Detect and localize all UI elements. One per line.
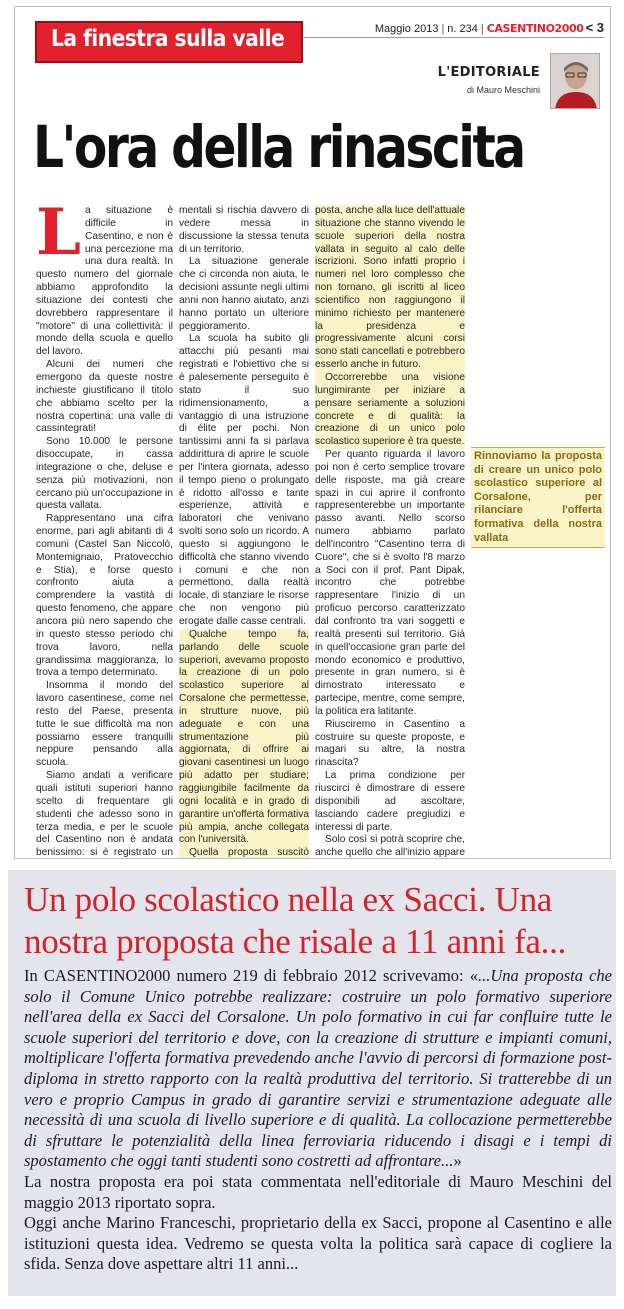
box-paragraph-1 — [24, 966, 612, 1172]
article-column-3 — [315, 205, 465, 859]
author-line: di Mauro Meschini — [466, 85, 540, 95]
col1-paragraph-3: Sono 10.000 le persone disoccupate, in cassa integrazione o che, deluse e senza più motivazioni, non cercano più un'occupazione in questa vallata. — [36, 436, 173, 512]
box-quote: ...Una proposta che solo il Comune Unico potrebbe realizzare: costruire un polo formativo superiore nell'area della ex Sacci del Corsalone. Un polo formativo in cui far confluire tutte le scuole superiori del territorio e dove, con la creazione di strutture e impianti comuni, moltiplicare l'offerta formativa prevedendo anche l'avvio di percorsi di formazione post-diploma in stretto rapporto con la realtà produttiva del territorio. Si tratterebbe di un vero e proprio Campus in grado di garantire servizi e strumentazione adeguate alle necessità di una scuola di livello superiore e di qualità. La collocazione permetterebbe di sfruttare le potenzialità della linea ferroviaria riducendo i disagi e i tempi di spostamento che oggi tanti studenti sono costretti ad affrontare... — [24, 966, 612, 1171]
drop-cap: L — [36, 195, 81, 270]
article-column-2 — [179, 205, 309, 859]
article-headline: L'ora della rinascita — [33, 113, 524, 181]
author-portrait-image — [551, 54, 600, 109]
box-paragraph-3: Oggi anche Marino Franceschi, proprietario della ex Sacci, propone al Casentino e alle istituzioni questa idea. Vedremo se questa volta la politica sarà capace di cogliere la sfida. Senza dove aspettare altri 11 anni... — [24, 1213, 612, 1274]
col1-paragraph-1: a situazione è difficile in Casentino, e non è una percezione ma una dura realtà. In questo numero del giornale abbiamo approfondito la situazione dei contesti che dovrebbero rappresentare il "motore" di una collettività: il mondo della scuola e quello del lavoro. — [36, 205, 173, 358]
col3-paragraph-0: posta, anche alla luce dell'attuale situazione che stanno vivendo le scuole superiori della nostra vallata in seguito al calo delle iscrizioni. Sono infatti proprio i numeri nel loro complesso che non tornano, gli iscritti al liceo scientifico non raggiungono il minimo richiesto per mantenere la presidenza e progressivamente alcuni corsi sono stati cancellati e potrebbero esserlo anche in futuro. — [315, 205, 465, 371]
col3-paragraph-5: Solo così si potrà scoprire che, anche quello che all'inizio appare — [315, 834, 465, 859]
brand-name: CASENTINO2000 — [486, 22, 584, 35]
col2-paragraph-0: mentali si rischia davvero di vedere messa in discussione la stessa tenuta di un territorio. — [179, 205, 309, 255]
editoriale-block — [438, 65, 540, 95]
col1-paragraph-5: Insomma il mondo del lavoro casentinese, come nel resto del Paese, presenta tutte le sue difficoltà ma non possiamo essere tranquilli neppure pensando alla scuola. — [36, 680, 173, 769]
section-tag-label: La finestra sulla valle — [51, 26, 285, 52]
article-column-1 — [36, 195, 173, 859]
col3-paragraph-3: Riusciremo in Casentino a costruire su queste proposte, e magari su altre, la nostra rinascita? — [315, 718, 465, 769]
col2-paragraph-2: La scuola ha subito gli attacchi più pesanti mai registrati e l'obiettivo che si è palesemente perseguito è stato il suo ridimensionamento, a vantaggio di una istruzione di élite per pochi. Non tantissimi anni fa si parlava addirittura di aprire le scuole per l'intera giornata, adesso il tempo pieno o prolungato è ridotto all'osso e tante esperienze, attività e laboratori che venivano svolti sono solo un ricordo. A questo si aggiungono le difficoltà che stanno vivendo i comuni e che non permettono, dalla realtà locale, di stanziare le risorse che non vengono più erogate dalle casse centrali. — [179, 333, 309, 627]
col1-paragraph-6: Siamo andati a verificare quali istituti superiori hanno scelto di frequentare gli studenti che adesso sono in terza media, e per le scuole del Casentino non è andata benissimo: si è registrato un — [36, 770, 173, 859]
col3-paragraph-1: Occorrerebbe una visione lungimirante per iniziare a pensare seriamente a soluzioni concrete e di qualità: la creazione di un unico polo scolastico superiore è tra queste. — [315, 371, 465, 448]
col3-paragraph-4: La prima condizione per riuscirci è dimostrare di essere disponibili ad ascoltare, lasciando cadere pregiudizi e interessi di parte. — [315, 770, 465, 833]
page-number: < 3 — [585, 20, 604, 35]
section-tag — [35, 21, 303, 63]
masthead-separator: | — [441, 23, 445, 35]
masthead — [375, 20, 604, 35]
col2-paragraph-1: La situazione generale che ci circonda non aiuta, le decisioni assunte negli ultimi anni non hanno aiutato, anzi hanno portato un ulteriore peggioramento. — [179, 256, 309, 332]
box-body — [24, 966, 612, 1275]
highlighted-passage — [179, 629, 309, 859]
col2-paragraph-3: Qualche tempo fa, parlando delle scuole superiori, avevamo proposto la creazione di un polo scolastico superiore al Corsalone che permettesse, in strutture nuove, più adeguate e con una strumentazione più aggiornata, di offrire ai giovani casentinesi un luogo più adatto per studiare; raggiungibile facilmente da ogni località e in grado di garantire un'offerta formativa più ampia, anche collegata con l'università. — [179, 628, 309, 846]
col2-paragraph-4: Quella proposta suscitò — [189, 847, 309, 859]
box-intro: In CASENTINO2000 numero 219 di febbraio 2012 scrivevamo: « — [24, 966, 479, 985]
author-photo — [550, 53, 600, 109]
newspaper-clipping — [14, 6, 611, 859]
issue-number: n. 234 — [447, 23, 478, 35]
issue-date: Maggio 2013 — [374, 23, 439, 35]
col1-paragraph-4: Rappresentano una cifra enorme, pari agli abitanti di 4 comuni (Castel San Niccolò, Montemignaio, Pratovecchio e Stia), e forse questo confronto aiuta a comprendere la vastità di questo fenomeno, che appare ancora più nero sapendo che in questo stesso periodo chi trova lavoro, nella grandissima maggioranza, lo trova a tempo determinato. — [36, 513, 173, 679]
box-paragraph-2: La nostra proposta era poi stata commentata nell'editoriale di Mauro Meschini del maggio 2013 riportato sopra. — [24, 1171, 612, 1212]
col3-paragraph-2: Per quanto riguarda il lavoro poi non è certo semplice trovare delle risposte, ma già creare spazi in cui aprire il confronto rappresenterebbe un importante passo avanti. Nello scorso numero abbiamo parlato dell'incontro "Casentino terra di Cuore", che si è svolto l'8 marzo a Soci con il prof. Pant Dipak, incontro che potrebbe rappresentare l'inizio di un proficuo percorso caratterizzato dal confronto tra vari soggetti e realtà presenti sul territorio. Già in quell'occasione gran parte del mondo economico e produttivo, presente in gran numero, si è dimostrato interessato e partecipe, mentre, come sempre, la politica era latitante. — [315, 449, 465, 717]
box-quote-close: » — [453, 1151, 462, 1171]
masthead-separator-2: | — [480, 23, 484, 35]
highlighted-passage-2 — [315, 205, 465, 449]
editoriale-label: L'EDITORIALE — [437, 65, 540, 80]
pull-quote: Rinnoviamo la proposta di creare un unico polo scolastico superiore al Corsalone, per rilanciare l'offerta formativa della nostra vallata — [471, 447, 605, 548]
header-divider — [304, 37, 604, 38]
box-title: Un polo scolastico nella ex Sacci. Una nostra proposta che risale a 11 anni fa... — [24, 880, 567, 961]
sidebar-box — [8, 870, 616, 1296]
col1-paragraph-2: Alcuni dei numeri che emergono da queste nostre inchieste giustificano il titolo che abbiamo scelto per la nostra copertina: una valle di cassintegrati! — [36, 359, 173, 435]
